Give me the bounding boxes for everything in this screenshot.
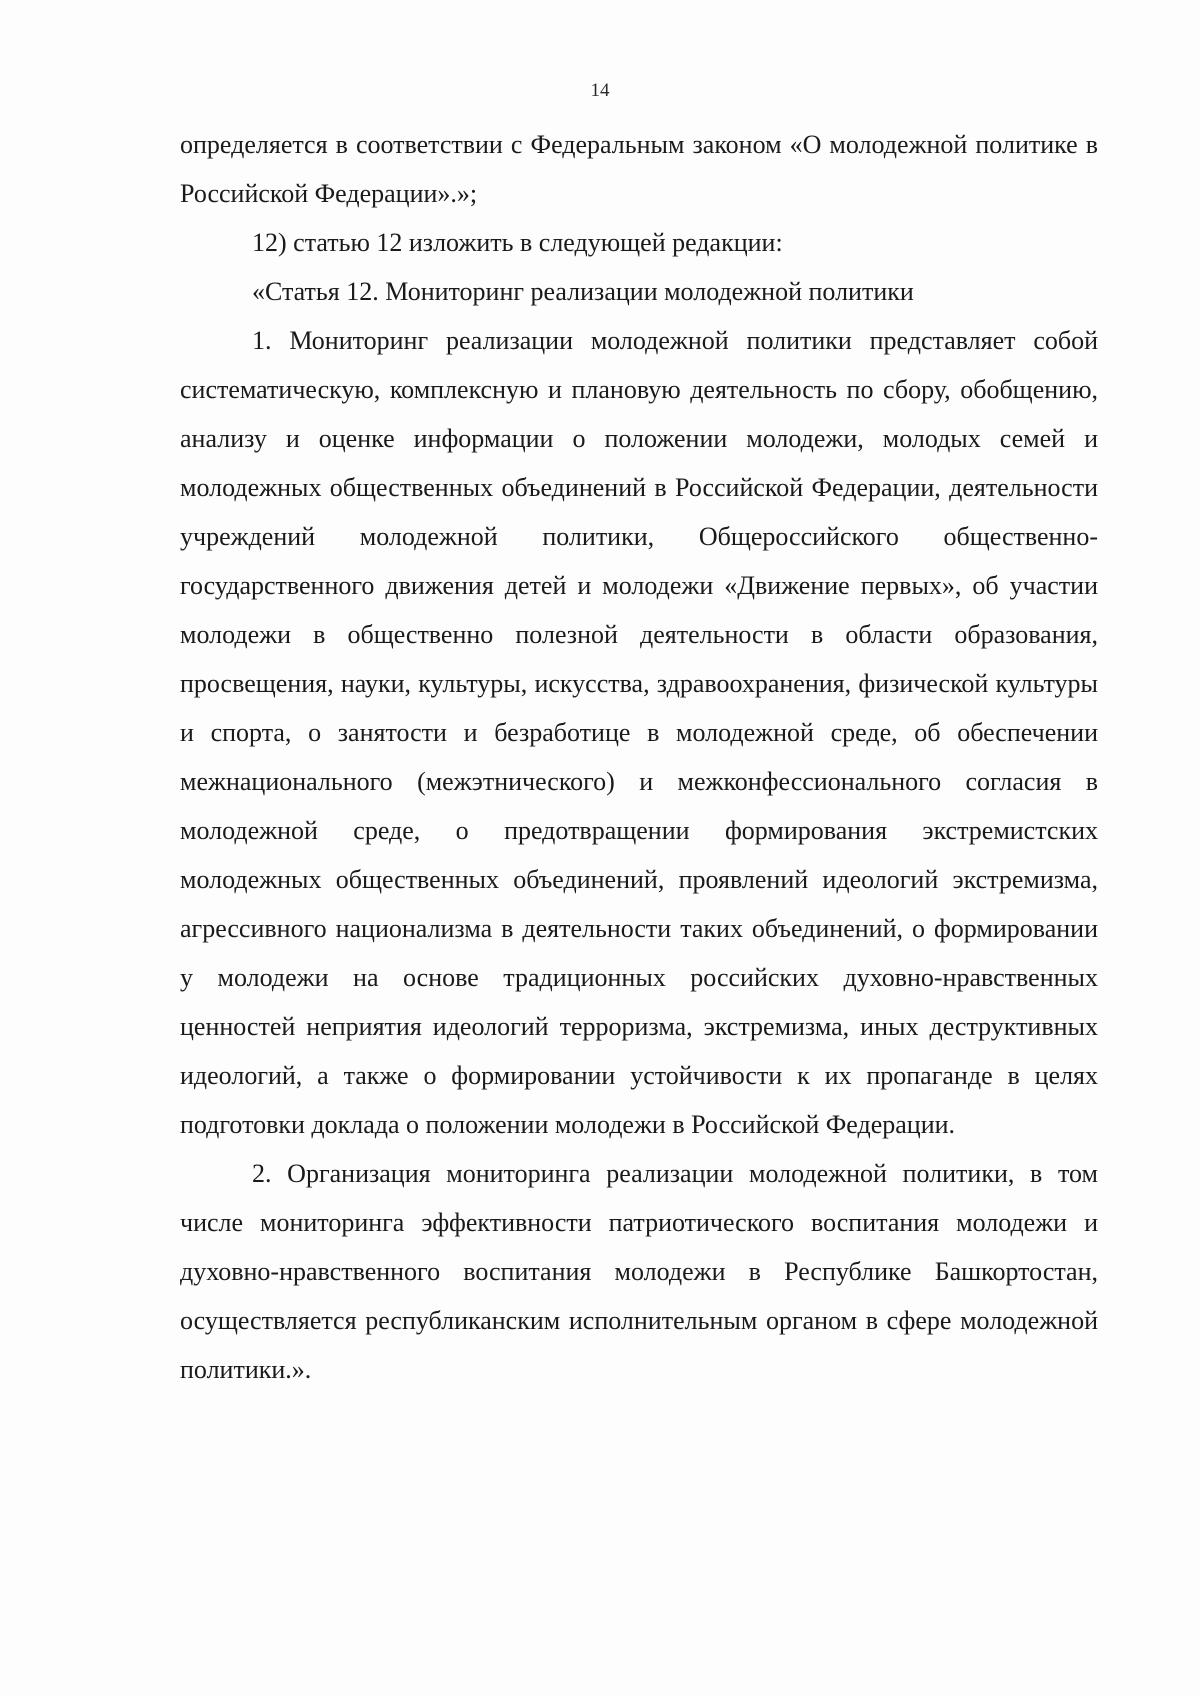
article-paragraph-1: 1. Мониторинг реализации молодежной политики представляет собой систематическую, комплексную и плановую деятельность по сбору, обобщению, анализу и оценке информации о положении молодежи, молодых семей и молодежных общественных объединений в Российской Федерации, деятельности учреждений молодежной политики, Общероссийского общественно-государственного движения детей и молодежи «Движение первых», об участии молодежи в общественно полезной деятельности в области образования, просвещения, науки, культуры, искусства, здравоохранения, физической культуры и спорта, о занятости и безработице в молодежной среде, об обеспечении межнационального (межэтнического) и межконфессионального согласия в молодежной среде, о предотвращении формирования экстремистских молодежных общественных объединений, проявлений идеологий экстремизма, агрессивного национализма в деятельности таких объединений, о формировании у молодежи на основе традиционных российских духовно-нравственных ценностей неприятия идеологий терроризма, экстремизма, иных деструктивных идеологий, а также о формировании устойчивости к их пропаганде в целях подготовки доклада о положении молодежи в Российской Федерации. <box>180 326 1098 1139</box>
page-number: 14 <box>590 80 610 101</box>
article-title: «Статья 12. Мониторинг реализации молодежной политики <box>252 277 914 306</box>
document-body <box>180 120 1098 1394</box>
continuation-paragraph: определяется в соответствии с Федеральным законом «О молодежной политике в Российской Федерации».»; <box>180 130 1098 208</box>
article-paragraph-2: 2. Организация мониторинга реализации молодежной политики, в том числе мониторинга эффективности патриотического воспитания молодежи и духовно-нравственного воспитания молодежи в Республике Башкортостан, осуществляется республиканским исполнительным органом в сфере молодежной политики.». <box>180 1159 1098 1384</box>
item-12-paragraph: 12) статью 12 изложить в следующей редакции: <box>252 228 783 257</box>
